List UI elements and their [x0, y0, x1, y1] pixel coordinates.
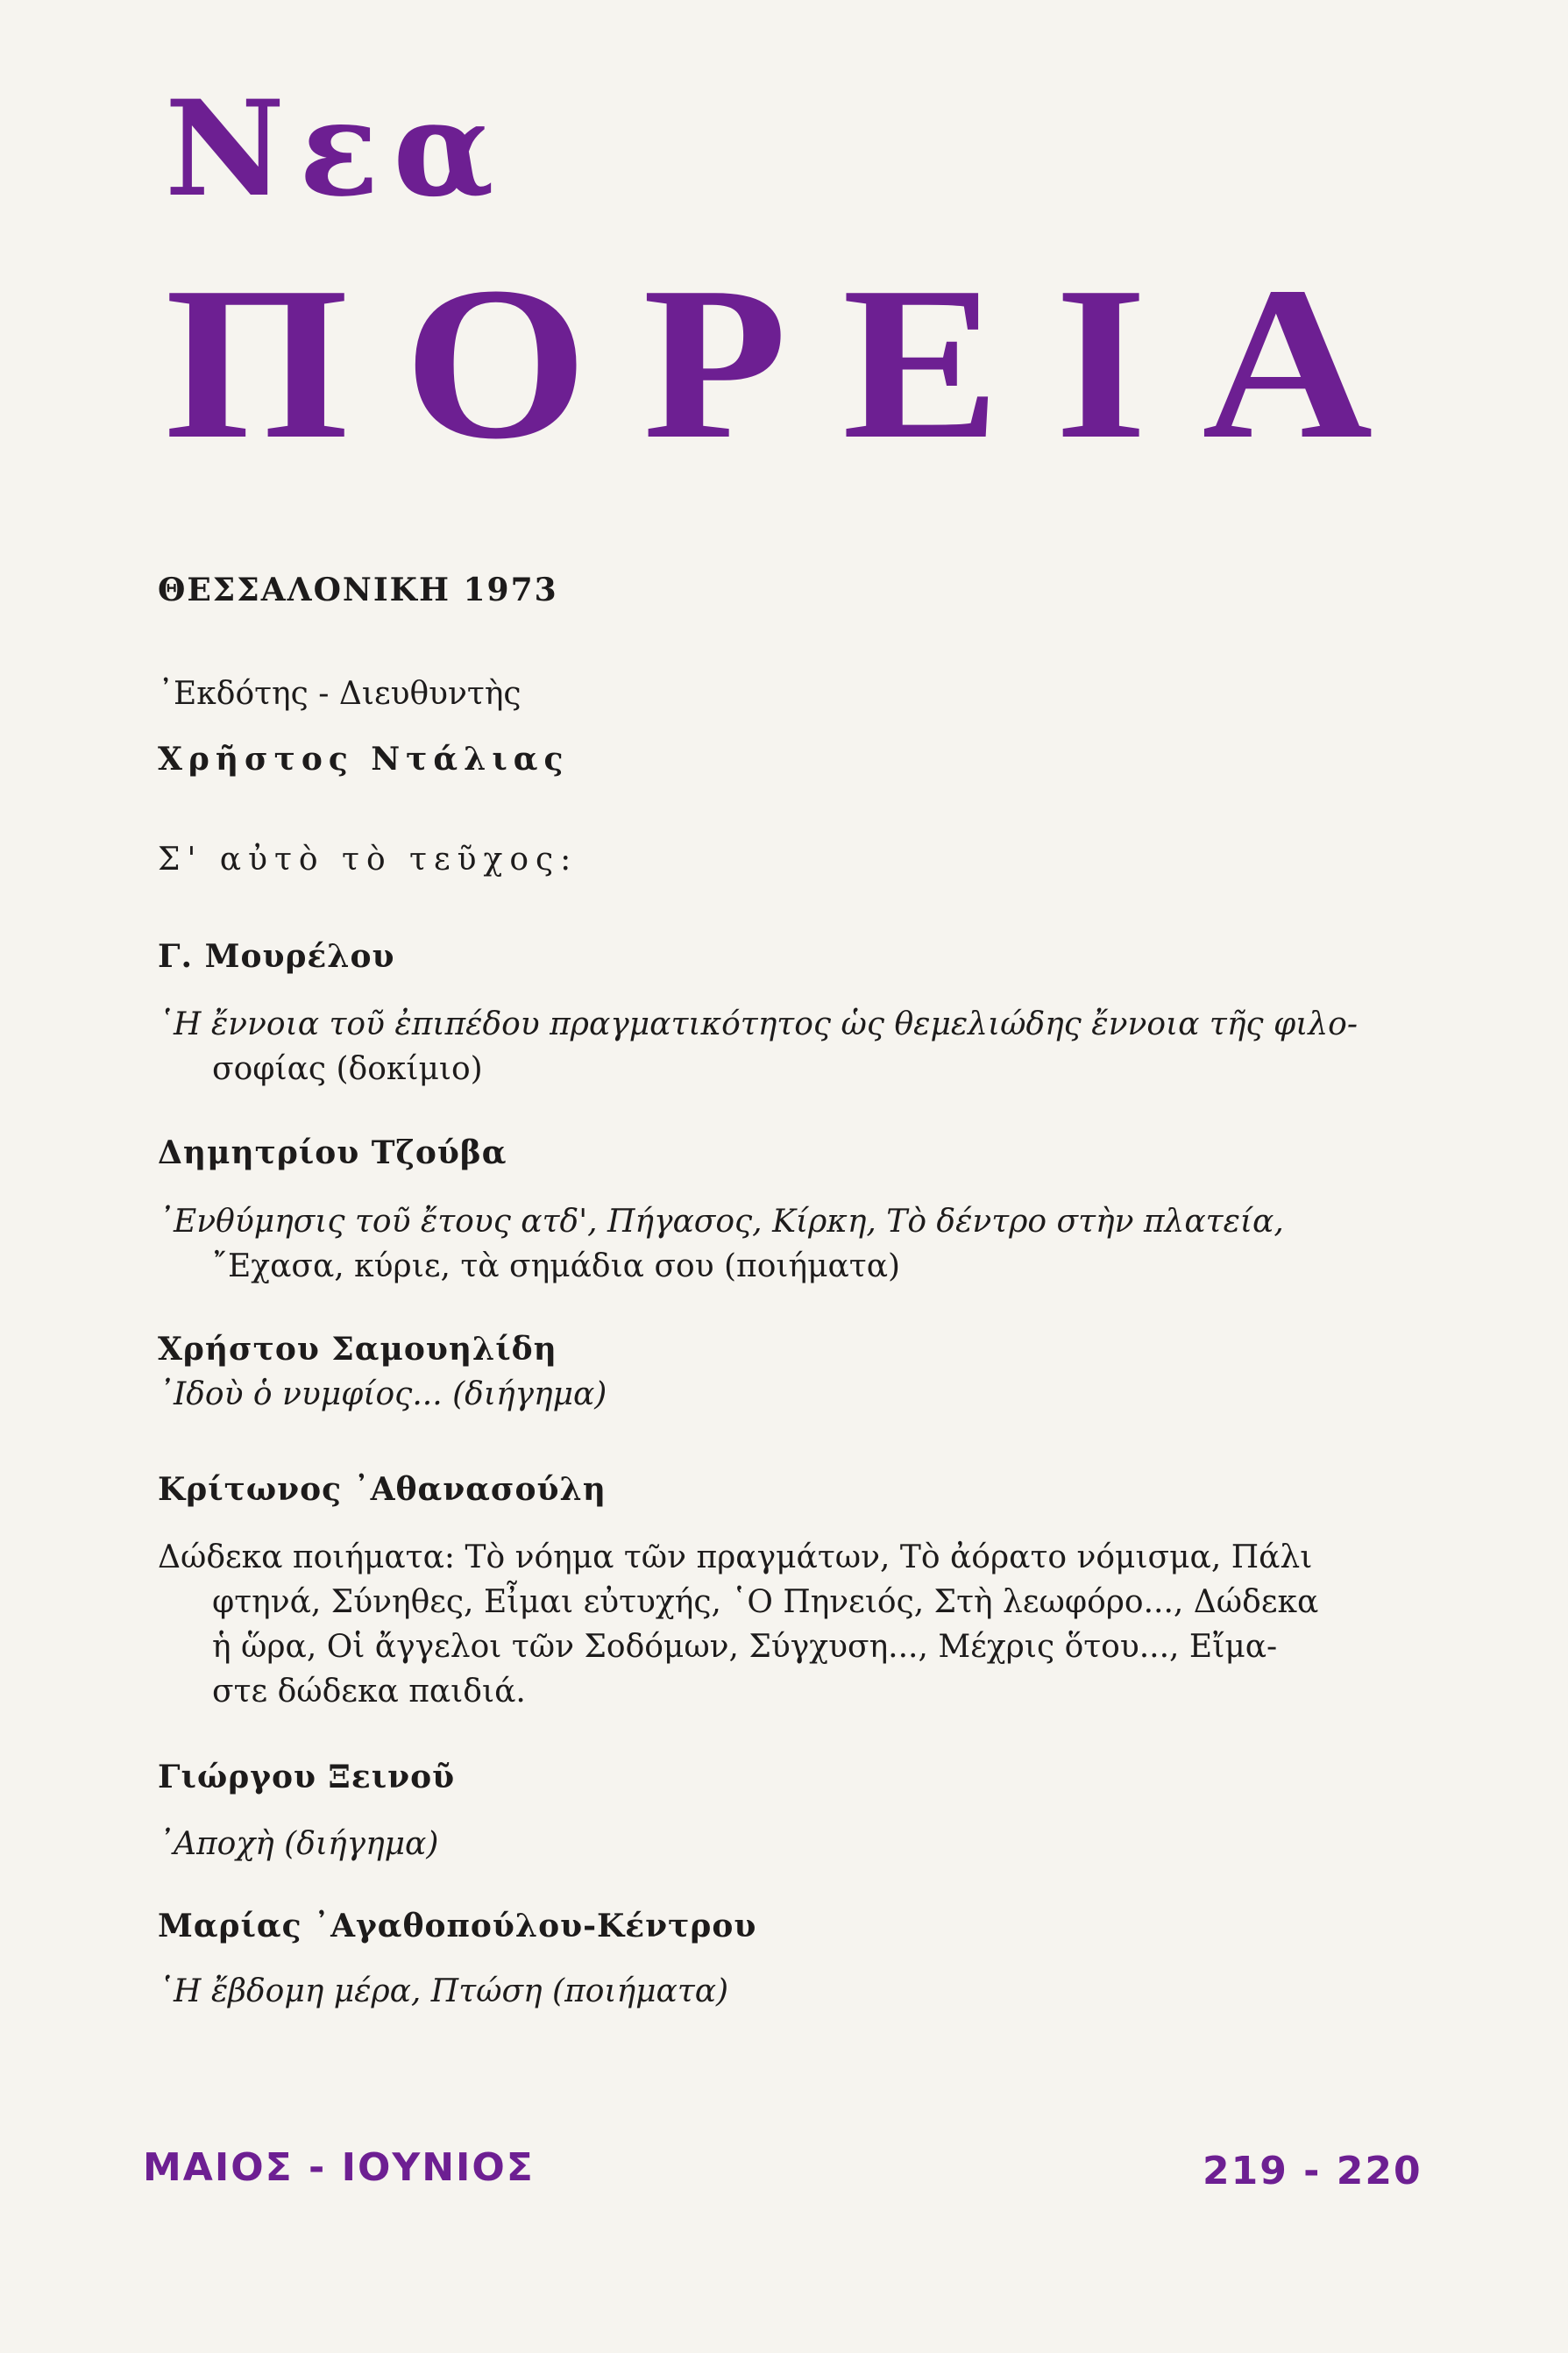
- work-line: ῾Η ἔννοια τοῦ ἐπιπέδου πραγματικότητος ὡς θεμελιώδης ἔννοια τῆς φιλο-: [158, 1006, 1358, 1042]
- contents-author: Γιώργου Ξεινοῦ: [158, 1759, 456, 1795]
- issue-number: 219 - 220: [1203, 2149, 1423, 2193]
- title-poreia: ΠΟΡΕΙΑ: [165, 242, 1428, 485]
- title-nea: Νεα: [165, 72, 508, 226]
- contents-work: [158, 1822, 438, 1866]
- contents-author: Γ. Μουρέλου: [158, 938, 395, 975]
- contents-work: [158, 1969, 728, 2014]
- work-line: φτηνά, Σύνηθες, Εἶμαι εὐτυχής, ῾Ο Πηνειός, Στὴ λεωφόρο..., Δώδεκα: [212, 1584, 1319, 1620]
- contents-work: [158, 1372, 607, 1417]
- work-line: ἡ ὥρα, Οἱ ἄγγελοι τῶν Σοδόμων, Σύγχυση..., Μέχρις ὅτου..., Εἴμα-: [212, 1629, 1278, 1665]
- editor-name: Χρῆστος Ντάλιας: [158, 741, 570, 778]
- contents-work: [158, 1535, 1318, 1714]
- work-line: ᾿Ιδοὺ ὁ νυμφίος... (διήγημα): [158, 1376, 607, 1412]
- work-line: ᾿Αποχὴ (διήγημα): [158, 1826, 439, 1862]
- contents-author: Κρίτωνος ᾿Αθανασούλη: [158, 1471, 607, 1508]
- work-line: Δώδεκα ποιήματα: Τὸ νόημα τῶν πραγμάτων, Τὸ ἀόρατο νόμισμα, Πάλι: [158, 1539, 1313, 1575]
- issue-months: ΜΑΙΟΣ - ΙΟΥΝΙΟΣ: [143, 2145, 535, 2190]
- issue-contents-label: Σ' αὐτὸ τὸ τεῦχος:: [158, 842, 578, 878]
- work-line: ῎Εχασα, κύριε, τὰ σημάδια σου (ποιήματα): [212, 1248, 901, 1284]
- place-year: ΘΕΣΣΑΛΟΝΙΚΗ 1973: [158, 572, 558, 608]
- work-line: σοφίας (δοκίμιο): [212, 1051, 483, 1087]
- contents-work: [158, 1002, 1358, 1091]
- work-line: στε δώδεκα παιδιά.: [212, 1674, 526, 1710]
- contents-work: [158, 1199, 1284, 1289]
- contents-author: Μαρίας ᾿Αγαθοπούλου-Κέντρου: [158, 1908, 757, 1944]
- editor-role: ᾿Εκδότης - Διευθυντὴς: [158, 676, 521, 712]
- contents-author: Δημητρίου Τζούβα: [158, 1134, 507, 1171]
- work-line: ῾Η ἔβδομη μέρα, Πτώση (ποιήματα): [158, 1973, 729, 2009]
- contents-author: Χρήστου Σαμουηλίδη: [158, 1331, 557, 1368]
- work-line: ᾿Ενθύμησις τοῦ ἔτους ατδ', Πήγασος, Κίρκη, Τὸ δέντρο στὴν πλατεία,: [158, 1204, 1284, 1240]
